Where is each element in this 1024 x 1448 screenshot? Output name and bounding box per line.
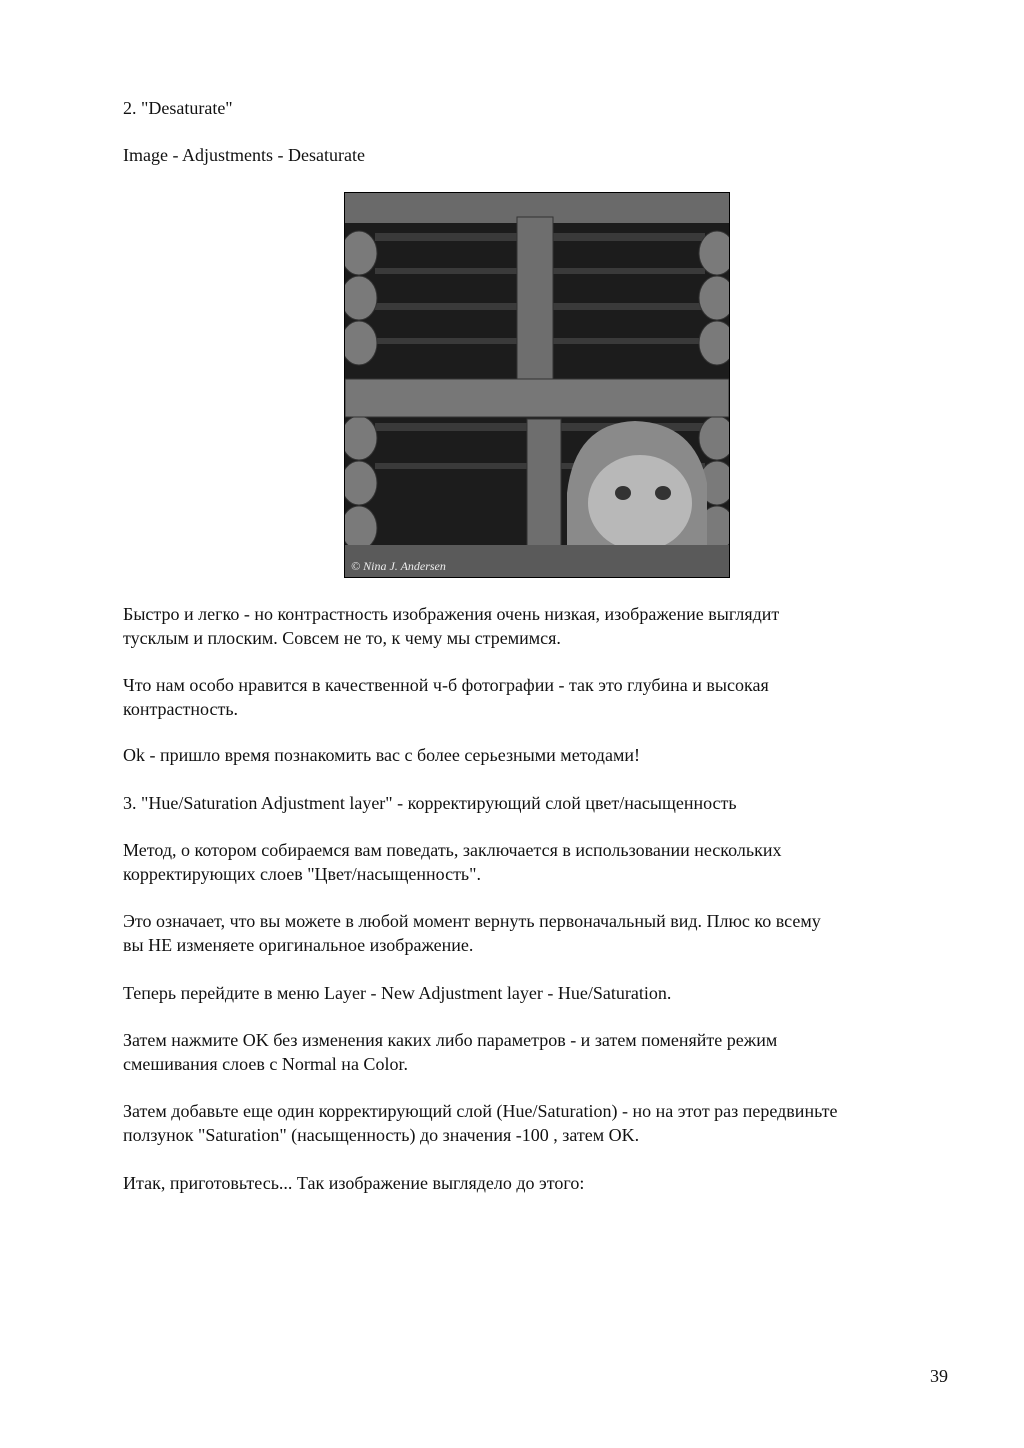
page-number: 39: [930, 1366, 948, 1386]
paragraph-line: Затем добавьте еще один корректирующий слой (Hue/Saturation) - но на этот раз передвиньте: [123, 1101, 838, 1121]
paragraph-line: корректирующих слоев "Цвет/насыщенность".: [123, 864, 481, 884]
paragraph-line: Теперь перейдите в меню Layer - New Adjustment layer - Hue/Saturation.: [123, 983, 672, 1003]
paragraph-line: вы НЕ изменяете оригинальное изображение.: [123, 935, 474, 955]
paragraph-line: 3. "Hue/Saturation Adjustment layer" - корректирующий слой цвет/насыщенность: [123, 793, 737, 813]
paragraph-line: тусклым и плоским. Совсем не то, к чему мы стремимся.: [123, 628, 561, 648]
paragraph-line: Итак, приготовьтесь... Так изображение выглядело до этого:: [123, 1173, 585, 1193]
paragraph-line: ползунок "Saturation" (насыщенность) до значения -100 , затем OK.: [123, 1125, 640, 1145]
paragraph-line: Метод, о котором собираемся вам поведать, заключается в использовании нескольких: [123, 840, 782, 860]
paragraph-line: Что нам особо нравится в качественной ч-б фотографии - так это глубина и высокая: [123, 675, 769, 695]
paragraph-line: контрастность.: [123, 699, 239, 719]
paragraph-line: Затем нажмите OK без изменения каких либо параметров - и затем поменяйте режим: [123, 1030, 778, 1050]
menu-path: Image - Adjustments - Desaturate: [123, 145, 365, 165]
photo-image: [345, 193, 729, 577]
section-heading: 2. "Desaturate": [123, 98, 233, 118]
paragraph-line: смешивания слоев с Normal на Color.: [123, 1054, 408, 1074]
photo-watermark: © Nina J. Andersen: [351, 559, 446, 573]
paragraph-line: Ok - пришло время познакомить вас с более серьезными методами!: [123, 745, 640, 765]
desaturated-photo: [344, 192, 730, 578]
paragraph-line: Быстро и легко - но контрастность изображения очень низкая, изображение выглядит: [123, 604, 780, 624]
paragraph-line: Это означает, что вы можете в любой момент вернуть первоначальный вид. Плюс ко всему: [123, 911, 821, 931]
